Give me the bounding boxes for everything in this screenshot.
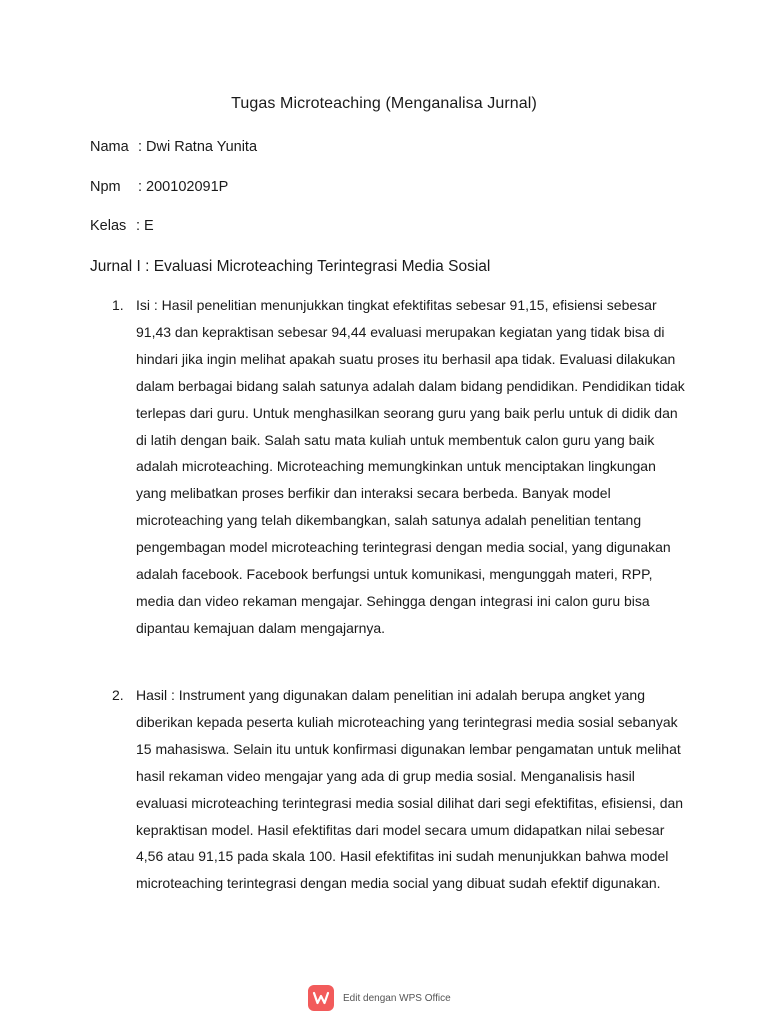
wps-office-icon [308,985,334,1011]
list-item [90,682,690,897]
kelas-value: : E [136,218,154,234]
journal-heading: Jurnal I : Evaluasi Microteaching Terintegrasi Media Sosial [90,258,491,275]
npm-value: : 200102091P [138,179,229,195]
list-item-number: 2. [112,687,124,703]
list-item-text: Isi : Hasil penelitian menunjukkan tingkat efektifitas sebesar 91,15, efisiensi sebesar 91,43 dan kepraktisan sebesar 94,44 evaluasi merupakan kegiatan yang tidak bisa di hindari jika ingin melihat apakah suatu proses itu berhasil apa tidak. Evaluasi dilakukan dalam berbagai bidang salah satunya adalah dalam bidang pendidikan. Pendidikan tidak terlepas dari guru. Untuk menghasilkan seorang guru yang baik perlu untuk di didik dan di latih dengan baik. Salah satu mata kuliah untuk membentuk calon guru yang baik adalah microteaching. Microteaching memungkinkan untuk menciptakan lingkungan yang melibatkan proses berfikir dan interaksi secara berbeda. Banyak model microteaching yang telah dikembangkan, salah satunya adalah penelitian tentang pengembagan model microteaching terintegrasi dengan media social, yang digunakan adalah facebook. Facebook berfungsi untuk komunikasi, mengunggah materi, RPP, media dan video rekaman mengajar. Sehingga dengan integrasi ini calon guru bisa dipantau kemajuan dalam mengajarnya. [136,297,685,636]
nama-label: Nama [90,139,129,155]
list-item-number: 1. [112,297,124,313]
list-item [90,292,690,642]
nama-line [90,137,257,157]
wps-edit-badge[interactable] [308,985,451,1011]
nama-value: : Dwi Ratna Yunita [138,139,258,155]
kelas-label: Kelas [90,218,127,234]
npm-line [90,177,228,197]
list-item-text: Hasil : Instrument yang digunakan dalam penelitian ini adalah berupa angket yang diberikan kepada peserta kuliah microteaching yang terintegrasi media sosial sebanyak 15 mahasiswa. Selain itu untuk konfirmasi digunakan lembar pengamatan untuk melihat hasil rekaman video mengajar yang ada di grup media sosial. Menganalisis hasil evaluasi microteaching terintegrasi media sosial dilihat dari segi efektifitas, efisiensi, dan kepraktisan model. Hasil efektifitas dari model secara umum didapatkan nilai sebesar 4,56 atau 91,15 pada skala 100. Hasil efektifitas ini sudah menunjukkan bahwa model microteaching terintegrasi dengan media social yang dibuat sudah efektif digunakan. [136,687,684,892]
npm-label: Npm [90,179,121,195]
kelas-line [90,216,154,236]
document-title: Tugas Microteaching (Menganalisa Jurnal) [231,95,537,112]
wps-edit-label: Edit dengan WPS Office [343,992,451,1004]
